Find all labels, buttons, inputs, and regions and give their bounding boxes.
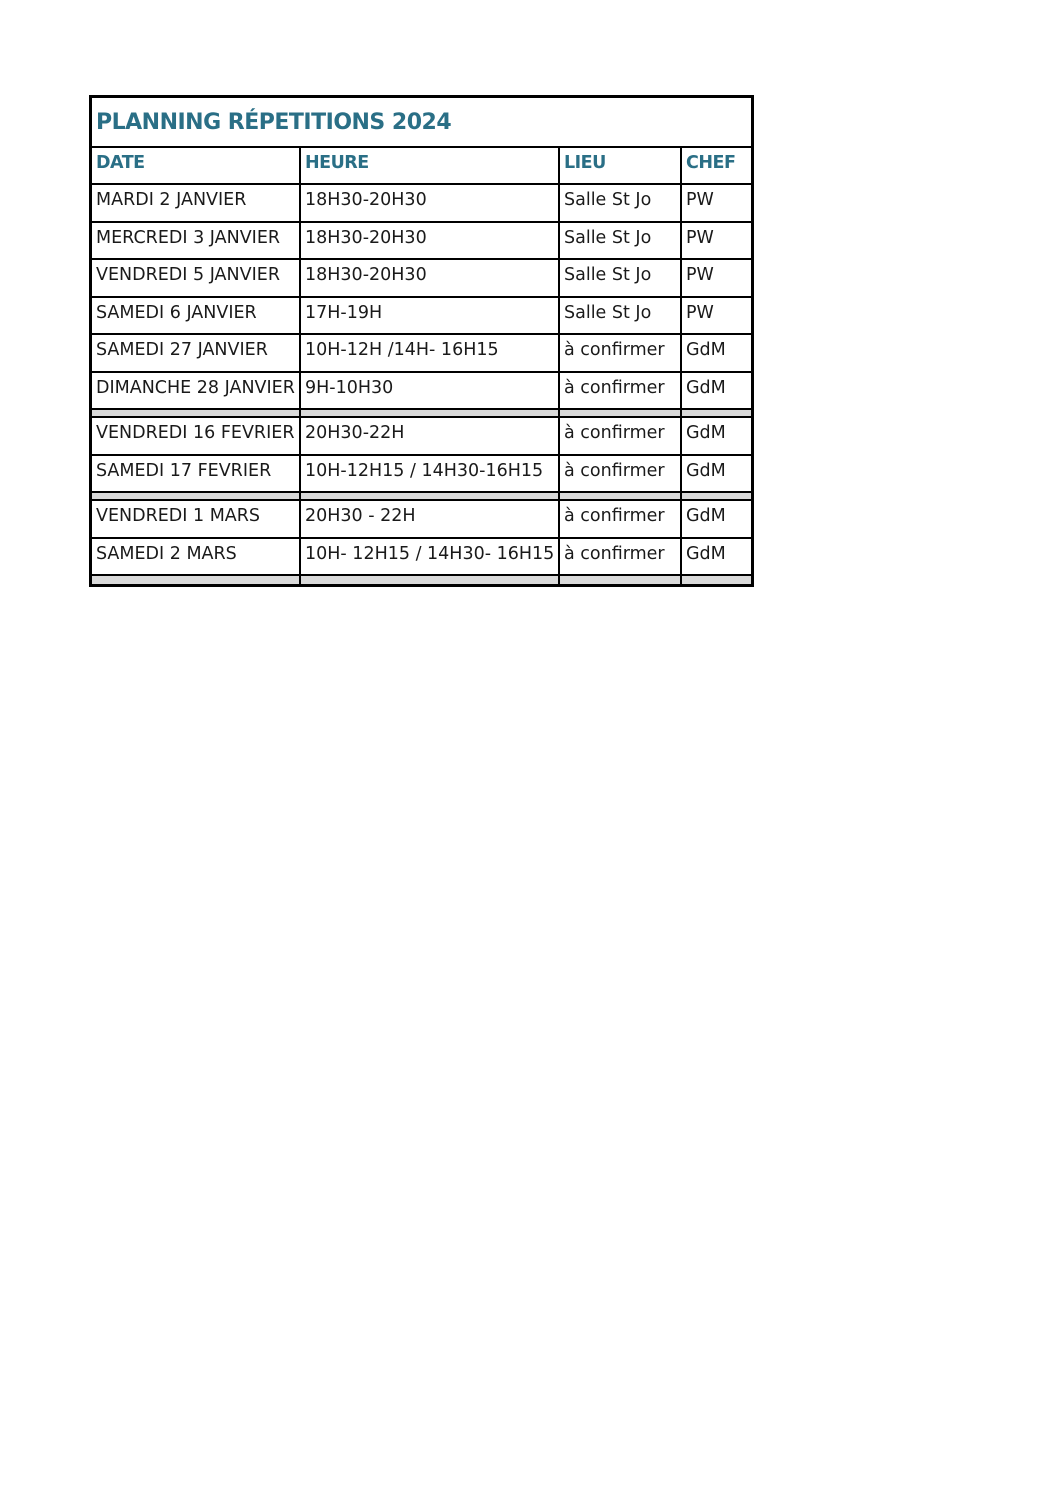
separator-cell — [560, 410, 682, 416]
cell-lieu: Salle St Jo — [560, 185, 682, 221]
table-row — [92, 456, 751, 494]
cell-date: VENDREDI 1 MARS — [92, 501, 301, 537]
page-title: PLANNING RÉPETITIONS 2024 — [96, 109, 452, 135]
group-separator — [92, 493, 751, 501]
column-header-lieu: LIEU — [560, 148, 682, 183]
table-row — [92, 539, 751, 577]
cell-chef: GdM — [686, 506, 726, 526]
cell-heure: 18H30-20H30 — [301, 223, 560, 259]
column-header-heure: HEURE — [301, 148, 560, 183]
table-row — [92, 418, 751, 456]
cell-heure: 10H-12H15 / 14H30-16H15 — [301, 456, 560, 492]
cell-chef: GdM — [686, 377, 726, 398]
cell-date: SAMEDI 17 FEVRIER — [92, 456, 301, 492]
table-row — [92, 335, 751, 373]
separator-cell — [682, 576, 751, 584]
cell-date: SAMEDI 6 JANVIER — [92, 298, 301, 334]
cell-heure: 10H- 12H15 / 14H30- 16H15 — [301, 539, 560, 575]
table-row — [92, 501, 751, 539]
cell-lieu: à confirmer — [560, 501, 682, 537]
table-row — [92, 260, 751, 298]
cell-lieu: Salle St Jo — [560, 298, 682, 334]
separator-cell — [560, 493, 682, 499]
cell-lieu: Salle St Jo — [560, 223, 682, 259]
cell-date: DIMANCHE 28 JANVIER — [92, 373, 301, 409]
cell-heure: 20H30-22H — [301, 418, 560, 454]
cell-lieu: Salle St Jo — [560, 260, 682, 296]
table-row — [92, 185, 751, 223]
cell-heure: 9H-10H30 — [301, 373, 560, 409]
separator-cell — [682, 493, 751, 499]
cell-lieu: à confirmer — [560, 335, 682, 371]
separator-cell — [92, 410, 301, 416]
cell-lieu: à confirmer — [560, 373, 682, 409]
cell-lieu: à confirmer — [560, 539, 682, 575]
cell-date: MARDI 2 JANVIER — [92, 185, 301, 221]
cell-date: SAMEDI 27 JANVIER — [92, 335, 301, 371]
header-row — [92, 148, 751, 185]
cell-heure: 10H-12H /14H- 16H15 — [301, 335, 560, 371]
separator-cell — [92, 493, 301, 499]
cell-chef: PW — [686, 227, 714, 248]
cell-chef: GdM — [686, 423, 726, 443]
cell-lieu: à confirmer — [560, 456, 682, 492]
cell-chef: PW — [686, 190, 714, 210]
cell-chef: PW — [686, 302, 714, 323]
group-separator — [92, 576, 751, 584]
cell-date: VENDREDI 5 JANVIER — [92, 260, 301, 296]
cell-lieu: à confirmer — [560, 418, 682, 454]
table-row — [92, 223, 751, 261]
cell-heure: 20H30 - 22H — [301, 501, 560, 537]
separator-cell — [92, 576, 301, 584]
cell-date: MERCREDI 3 JANVIER — [92, 223, 301, 259]
cell-heure: 17H-19H — [301, 298, 560, 334]
column-header-date: DATE — [92, 148, 301, 183]
table-row — [92, 373, 751, 411]
group-separator — [92, 410, 751, 418]
cell-heure: 18H30-20H30 — [301, 185, 560, 221]
separator-cell — [682, 410, 751, 416]
cell-chef: PW — [686, 265, 714, 285]
cell-date: SAMEDI 2 MARS — [92, 539, 301, 575]
separator-cell — [301, 576, 560, 584]
separator-cell — [301, 410, 560, 416]
cell-heure: 18H30-20H30 — [301, 260, 560, 296]
separator-cell — [301, 493, 560, 499]
separator-cell — [560, 576, 682, 584]
cell-date: VENDREDI 16 FEVRIER — [92, 418, 301, 454]
cell-chef: GdM — [686, 340, 726, 360]
table-row — [92, 298, 751, 336]
cell-chef: GdM — [686, 543, 726, 564]
table-body — [92, 185, 751, 584]
cell-chef: GdM — [686, 460, 726, 481]
schedule-table — [89, 95, 754, 587]
title-row — [92, 98, 751, 148]
column-header-chef: CHEF — [686, 153, 736, 173]
